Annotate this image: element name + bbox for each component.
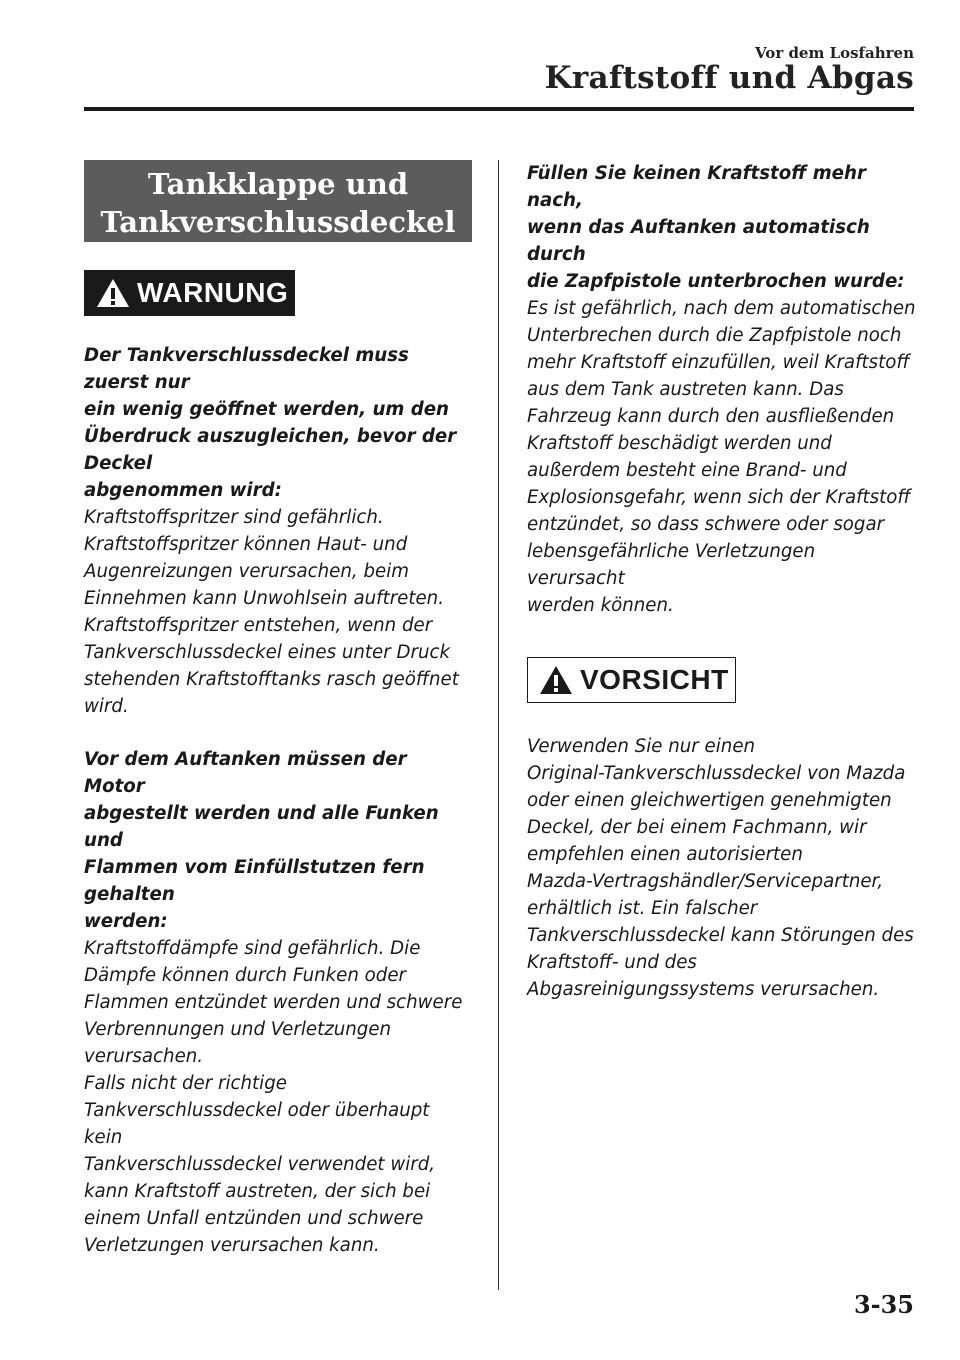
warning-triangle-icon (538, 664, 574, 696)
warning-3-text-line: lebensgefährliche Verletzungen verursacht (527, 541, 816, 589)
caution-badge (527, 657, 736, 703)
left-column (84, 160, 472, 1259)
caution-text-line: Verwenden Sie nur einen (527, 736, 756, 757)
warning-triangle-icon (95, 277, 131, 309)
warning-2-text-line: verursachen. (84, 1046, 204, 1067)
warning-badge (84, 270, 295, 316)
page-title: Kraftstoff und Abgas (544, 60, 914, 96)
caution-text-line: Kraftstoff- und des (527, 952, 697, 973)
warning-3-text-line: Kraftstoff beschädigt werden und (527, 433, 832, 454)
warning-2-heading-line: Flammen vom Einfüllstutzen fern gehalten (84, 857, 425, 905)
warning-3-heading-line: Füllen Sie keinen Kraftstoff mehr nach, (527, 163, 866, 211)
warning-3-text-line: außerdem besteht eine Brand- und (527, 460, 847, 481)
warning-1-heading-line: ein wenig geöffnet werden, um den (84, 399, 450, 420)
warning-3-heading-line: die Zapfpistole unterbrochen wurde: (527, 271, 905, 292)
caution-text-line: erhältlich ist. Ein falscher (527, 898, 758, 919)
caution-text-line: Original-Tankverschlussdeckel von Mazda (527, 763, 906, 784)
warning-1-text-line: Kraftstoffspritzer entstehen, wenn der (84, 615, 433, 636)
warning-block-1 (84, 342, 472, 720)
caution-label: VORSICHT (580, 664, 729, 695)
warning-2-heading-line: werden: (84, 911, 168, 932)
warning-block-3 (527, 160, 917, 619)
warning-2-text-line: Verbrennungen und Verletzungen (84, 1019, 392, 1040)
warning-1-heading-line: Der Tankverschlussdeckel muss zuerst nur (84, 345, 409, 393)
warning-2-text-line: kann Kraftstoff austreten, der sich bei (84, 1181, 431, 1202)
warning-2-heading-line: Vor dem Auftanken müssen der Motor (84, 749, 407, 797)
section-title-line2: Tankverschlussdeckel (100, 205, 456, 239)
right-column (527, 160, 917, 1003)
warning-3-text-line: Explosionsgefahr, wenn sich der Kraftstoff (527, 487, 911, 508)
warning-2-text-line: Tankverschlussdeckel oder überhaupt kein (84, 1100, 430, 1148)
warning-2-text-line: Tankverschlussdeckel verwendet wird, (84, 1154, 436, 1175)
warning-3-text-line: entzündet, so dass schwere oder sogar (527, 514, 885, 535)
warning-3-text-line: Fahrzeug kann durch den ausfließenden (527, 406, 895, 427)
warning-2-text-line: Dämpfe können durch Funken oder (84, 965, 407, 986)
warning-block-2 (84, 746, 472, 1259)
warning-2-text-line: einem Unfall entzünden und schwere (84, 1208, 424, 1229)
section-heading (84, 160, 472, 242)
warning-1-heading-line: abgenommen wird: (84, 480, 282, 501)
warning-3-text-line: werden können. (527, 595, 674, 616)
chapter-label: Vor dem Losfahren (755, 44, 914, 62)
warning-3-text-line: Es ist gefährlich, nach dem automatischen (527, 298, 916, 319)
warning-1-text-line: Kraftstoffspritzer sind gefährlich. (84, 507, 384, 528)
warning-3-heading-line: wenn das Auftanken automatisch durch (527, 217, 870, 265)
caution-text-line: Deckel, der bei einem Fachmann, wir (527, 817, 867, 838)
caution-text-line: Abgasreinigungssystems verursachen. (527, 979, 880, 1000)
warning-1-heading-line: Überdruck auszugleichen, bevor der Deckel (84, 426, 457, 474)
warning-1-text-line: Tankverschlussdeckel eines unter Druck (84, 642, 451, 663)
warning-2-text-line: Verletzungen verursachen kann. (84, 1235, 380, 1256)
warning-3-text-line: aus dem Tank austreten kann. Das (527, 379, 844, 400)
warning-1-text-line: Augenreizungen verursachen, beim (84, 561, 409, 582)
header-rule (84, 107, 914, 111)
section-title-line1: Tankklappe und (147, 167, 409, 201)
column-divider (498, 160, 499, 1290)
caution-text-line: Tankverschlussdeckel kann Störungen des (527, 925, 914, 946)
warning-2-text-line: Kraftstoffdämpfe sind gefährlich. Die (84, 938, 421, 959)
caution-block (527, 733, 917, 1003)
warning-label: WARNUNG (137, 277, 289, 308)
caution-text-line: Mazda-Vertragshändler/Servicepartner, (527, 871, 884, 892)
warning-2-heading-line: abgestellt werden und alle Funken und (84, 803, 439, 851)
warning-1-text-line: wird. (84, 696, 129, 717)
warning-3-text-line: Unterbrechen durch die Zapfpistole noch (527, 325, 902, 346)
warning-2-text-line: Flammen entzündet werden und schwere (84, 992, 463, 1013)
warning-1-text-line: Kraftstoffspritzer können Haut- und (84, 534, 408, 555)
page-number: 3-35 (853, 1290, 914, 1319)
warning-1-text-line: Einnehmen kann Unwohlsein auftreten. (84, 588, 444, 609)
caution-text-line: empfehlen einen autorisierten (527, 844, 803, 865)
caution-text-line: oder einen gleichwertigen genehmigten (527, 790, 892, 811)
warning-3-text-line: mehr Kraftstoff einzufüllen, weil Kraftstoff (527, 352, 910, 373)
warning-2-text-line: Falls nicht der richtige (84, 1073, 287, 1094)
warning-1-text-line: stehenden Kraftstofftanks rasch geöffnet (84, 669, 459, 690)
